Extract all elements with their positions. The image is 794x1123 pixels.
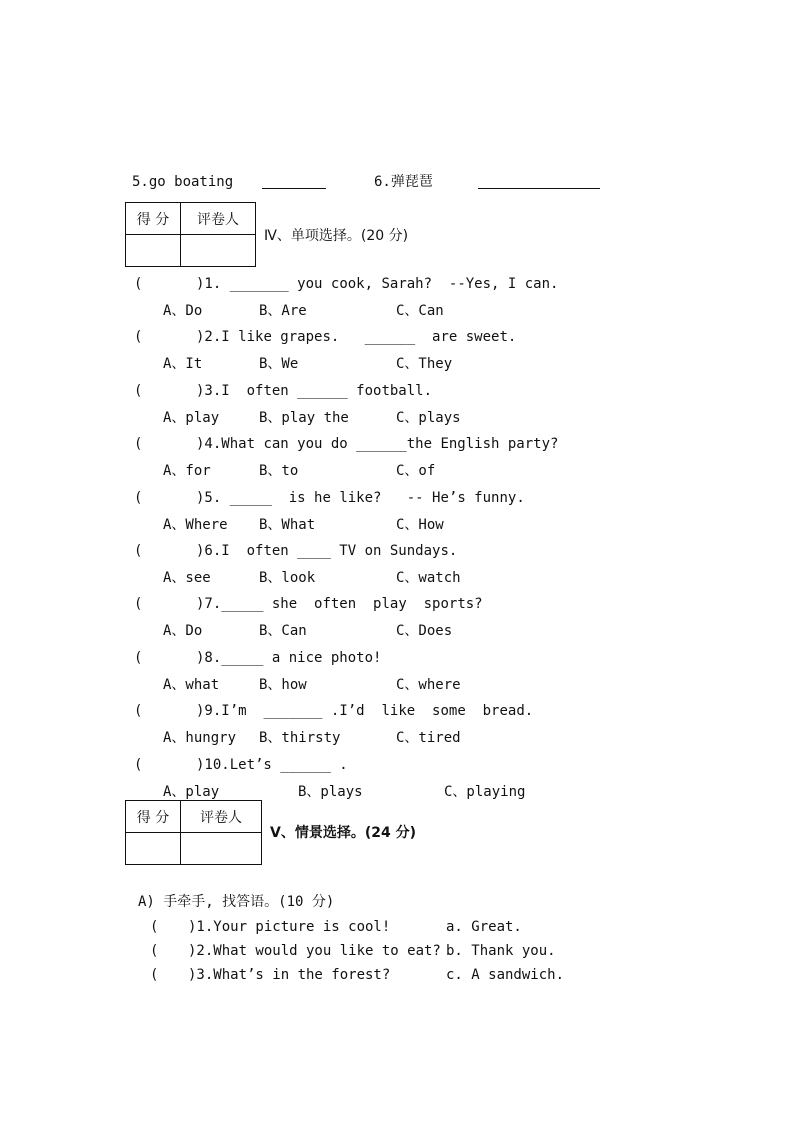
option-a[interactable]: A、for: [163, 463, 211, 479]
question-text-after: .: [330, 757, 348, 773]
question-stem: [196, 702, 533, 720]
score-box-section-5: [125, 800, 262, 865]
question-text-after: she often play sports?: [263, 596, 483, 612]
grader-label: 评卷人: [181, 203, 256, 235]
option-a[interactable]: A、hungry: [163, 730, 237, 746]
option-a[interactable]: A、play: [163, 784, 220, 800]
answer-paren[interactable]: (: [134, 436, 143, 452]
grader-cell[interactable]: [181, 235, 256, 267]
option-b[interactable]: B、We: [259, 356, 299, 372]
answer-blank[interactable]: _______: [263, 703, 323, 719]
question-stem: [196, 649, 381, 667]
question-text-before: I often: [221, 543, 298, 559]
answer-paren[interactable]: (: [134, 329, 143, 345]
item-5-blank[interactable]: [262, 174, 326, 189]
answer-blank[interactable]: ______: [297, 383, 348, 399]
question-number: )4.: [196, 436, 222, 452]
question-text-after: TV on Sundays.: [330, 543, 458, 559]
option-a[interactable]: A、Do: [163, 623, 203, 639]
item-5-text: 5.go boating: [132, 174, 234, 190]
question-stem: [196, 328, 516, 346]
option-b[interactable]: B、Are: [259, 303, 307, 319]
option-b[interactable]: B、plays: [298, 784, 363, 800]
question-number: )7.: [196, 596, 222, 612]
option-b[interactable]: B、look: [259, 570, 316, 586]
option-c[interactable]: C、playing: [444, 784, 526, 800]
option-b[interactable]: B、What: [259, 517, 316, 533]
question-text-before: I’m: [221, 703, 264, 719]
answer-paren[interactable]: (: [134, 757, 143, 773]
answer-blank[interactable]: ____: [297, 543, 331, 559]
matching-answer: a. Great.: [446, 919, 522, 935]
item-6-blank[interactable]: [478, 174, 600, 189]
part-a-title: A) 手牵手, 找答语。(10 分): [138, 894, 335, 910]
question-text-after: .I’d like some bread.: [322, 703, 534, 719]
matching-question: )3.What’s in the forest?: [188, 967, 391, 983]
option-c[interactable]: C、of: [396, 463, 436, 479]
grader-cell[interactable]: [181, 833, 262, 865]
question-number: )3.: [196, 383, 222, 399]
section-4-title: Ⅳ、单项选择。(20 分): [264, 228, 409, 244]
answer-paren[interactable]: (: [134, 543, 143, 559]
question-number: )10.: [196, 757, 230, 773]
answer-blank[interactable]: ______: [280, 757, 331, 773]
option-c[interactable]: C、where: [396, 677, 461, 693]
question-number: )2.: [196, 329, 222, 345]
score-cell[interactable]: [126, 235, 181, 267]
question-text-after: are sweet.: [415, 329, 517, 345]
option-b[interactable]: B、how: [259, 677, 307, 693]
question-stem: [196, 595, 483, 613]
question-stem: [196, 756, 348, 774]
question-stem: [196, 489, 525, 507]
question-text-after: football.: [347, 383, 433, 399]
question-number: )6.: [196, 543, 222, 559]
matching-question: )2.What would you like to eat?: [188, 943, 441, 959]
score-cell[interactable]: [126, 833, 181, 865]
answer-blank[interactable]: _____: [221, 650, 264, 666]
option-a[interactable]: A、play: [163, 410, 220, 426]
option-a[interactable]: A、It: [163, 356, 203, 372]
question-text-before: Let’s: [229, 757, 281, 773]
answer-paren[interactable]: (: [134, 490, 143, 506]
score-label: 得 分: [126, 801, 181, 833]
option-c[interactable]: C、They: [396, 356, 453, 372]
matching-answer: c. A sandwich.: [446, 967, 565, 983]
question-stem: [196, 542, 457, 560]
question-text-before: I often: [221, 383, 298, 399]
question-text-before: I like grapes.: [221, 329, 365, 345]
answer-paren[interactable]: (: [134, 276, 143, 292]
answer-paren[interactable]: (: [134, 596, 143, 612]
answer-blank[interactable]: ______: [364, 329, 416, 345]
grader-label: 评卷人: [181, 801, 262, 833]
option-c[interactable]: C、watch: [396, 570, 461, 586]
option-a[interactable]: A、Do: [163, 303, 203, 319]
answer-blank[interactable]: ______: [356, 436, 407, 452]
score-label: 得 分: [126, 203, 181, 235]
question-number: )8.: [196, 650, 222, 666]
option-c[interactable]: C、Can: [396, 303, 444, 319]
option-a[interactable]: A、see: [163, 570, 211, 586]
question-text-after: a nice photo!: [263, 650, 382, 666]
answer-blank[interactable]: _____: [229, 490, 272, 506]
question-number: )1.: [196, 276, 222, 292]
question-text-after: is he like? -- He’s funny.: [271, 490, 525, 506]
answer-paren[interactable]: (: [150, 919, 159, 935]
option-b[interactable]: B、to: [259, 463, 299, 479]
option-c[interactable]: C、How: [396, 517, 444, 533]
answer-blank[interactable]: _____: [221, 596, 264, 612]
section-5-title: Ⅴ、情景选择。(24 分): [270, 825, 416, 841]
item-6-text: 6.弹琵琶: [374, 174, 433, 190]
option-a[interactable]: A、what: [163, 677, 220, 693]
question-stem: [196, 382, 432, 400]
option-c[interactable]: C、Does: [396, 623, 453, 639]
answer-paren[interactable]: (: [134, 703, 143, 719]
question-text-before: [221, 276, 229, 292]
matching-answer: b. Thank you.: [446, 943, 556, 959]
question-text-after: the English party?: [406, 436, 559, 452]
option-c[interactable]: C、plays: [396, 410, 461, 426]
option-b[interactable]: B、Can: [259, 623, 307, 639]
question-text-before: What can you do: [221, 436, 357, 452]
option-a[interactable]: A、Where: [163, 517, 228, 533]
answer-paren[interactable]: (: [150, 943, 159, 959]
score-box-section-4: [125, 202, 256, 267]
question-stem: [196, 275, 558, 293]
option-c[interactable]: C、tired: [396, 730, 461, 746]
option-b[interactable]: B、thirsty: [259, 730, 341, 746]
question-stem: [196, 435, 558, 453]
option-b[interactable]: B、play the: [259, 410, 349, 426]
answer-paren[interactable]: (: [134, 650, 143, 666]
question-number: )9.: [196, 703, 222, 719]
question-text-after: you cook, Sarah? --Yes, I can.: [288, 276, 559, 292]
question-number: )5.: [196, 490, 222, 506]
answer-blank[interactable]: _______: [229, 276, 289, 292]
answer-paren[interactable]: (: [134, 383, 143, 399]
matching-question: )1.Your picture is cool!: [188, 919, 391, 935]
answer-paren[interactable]: (: [150, 967, 159, 983]
question-text-before: [221, 490, 229, 506]
